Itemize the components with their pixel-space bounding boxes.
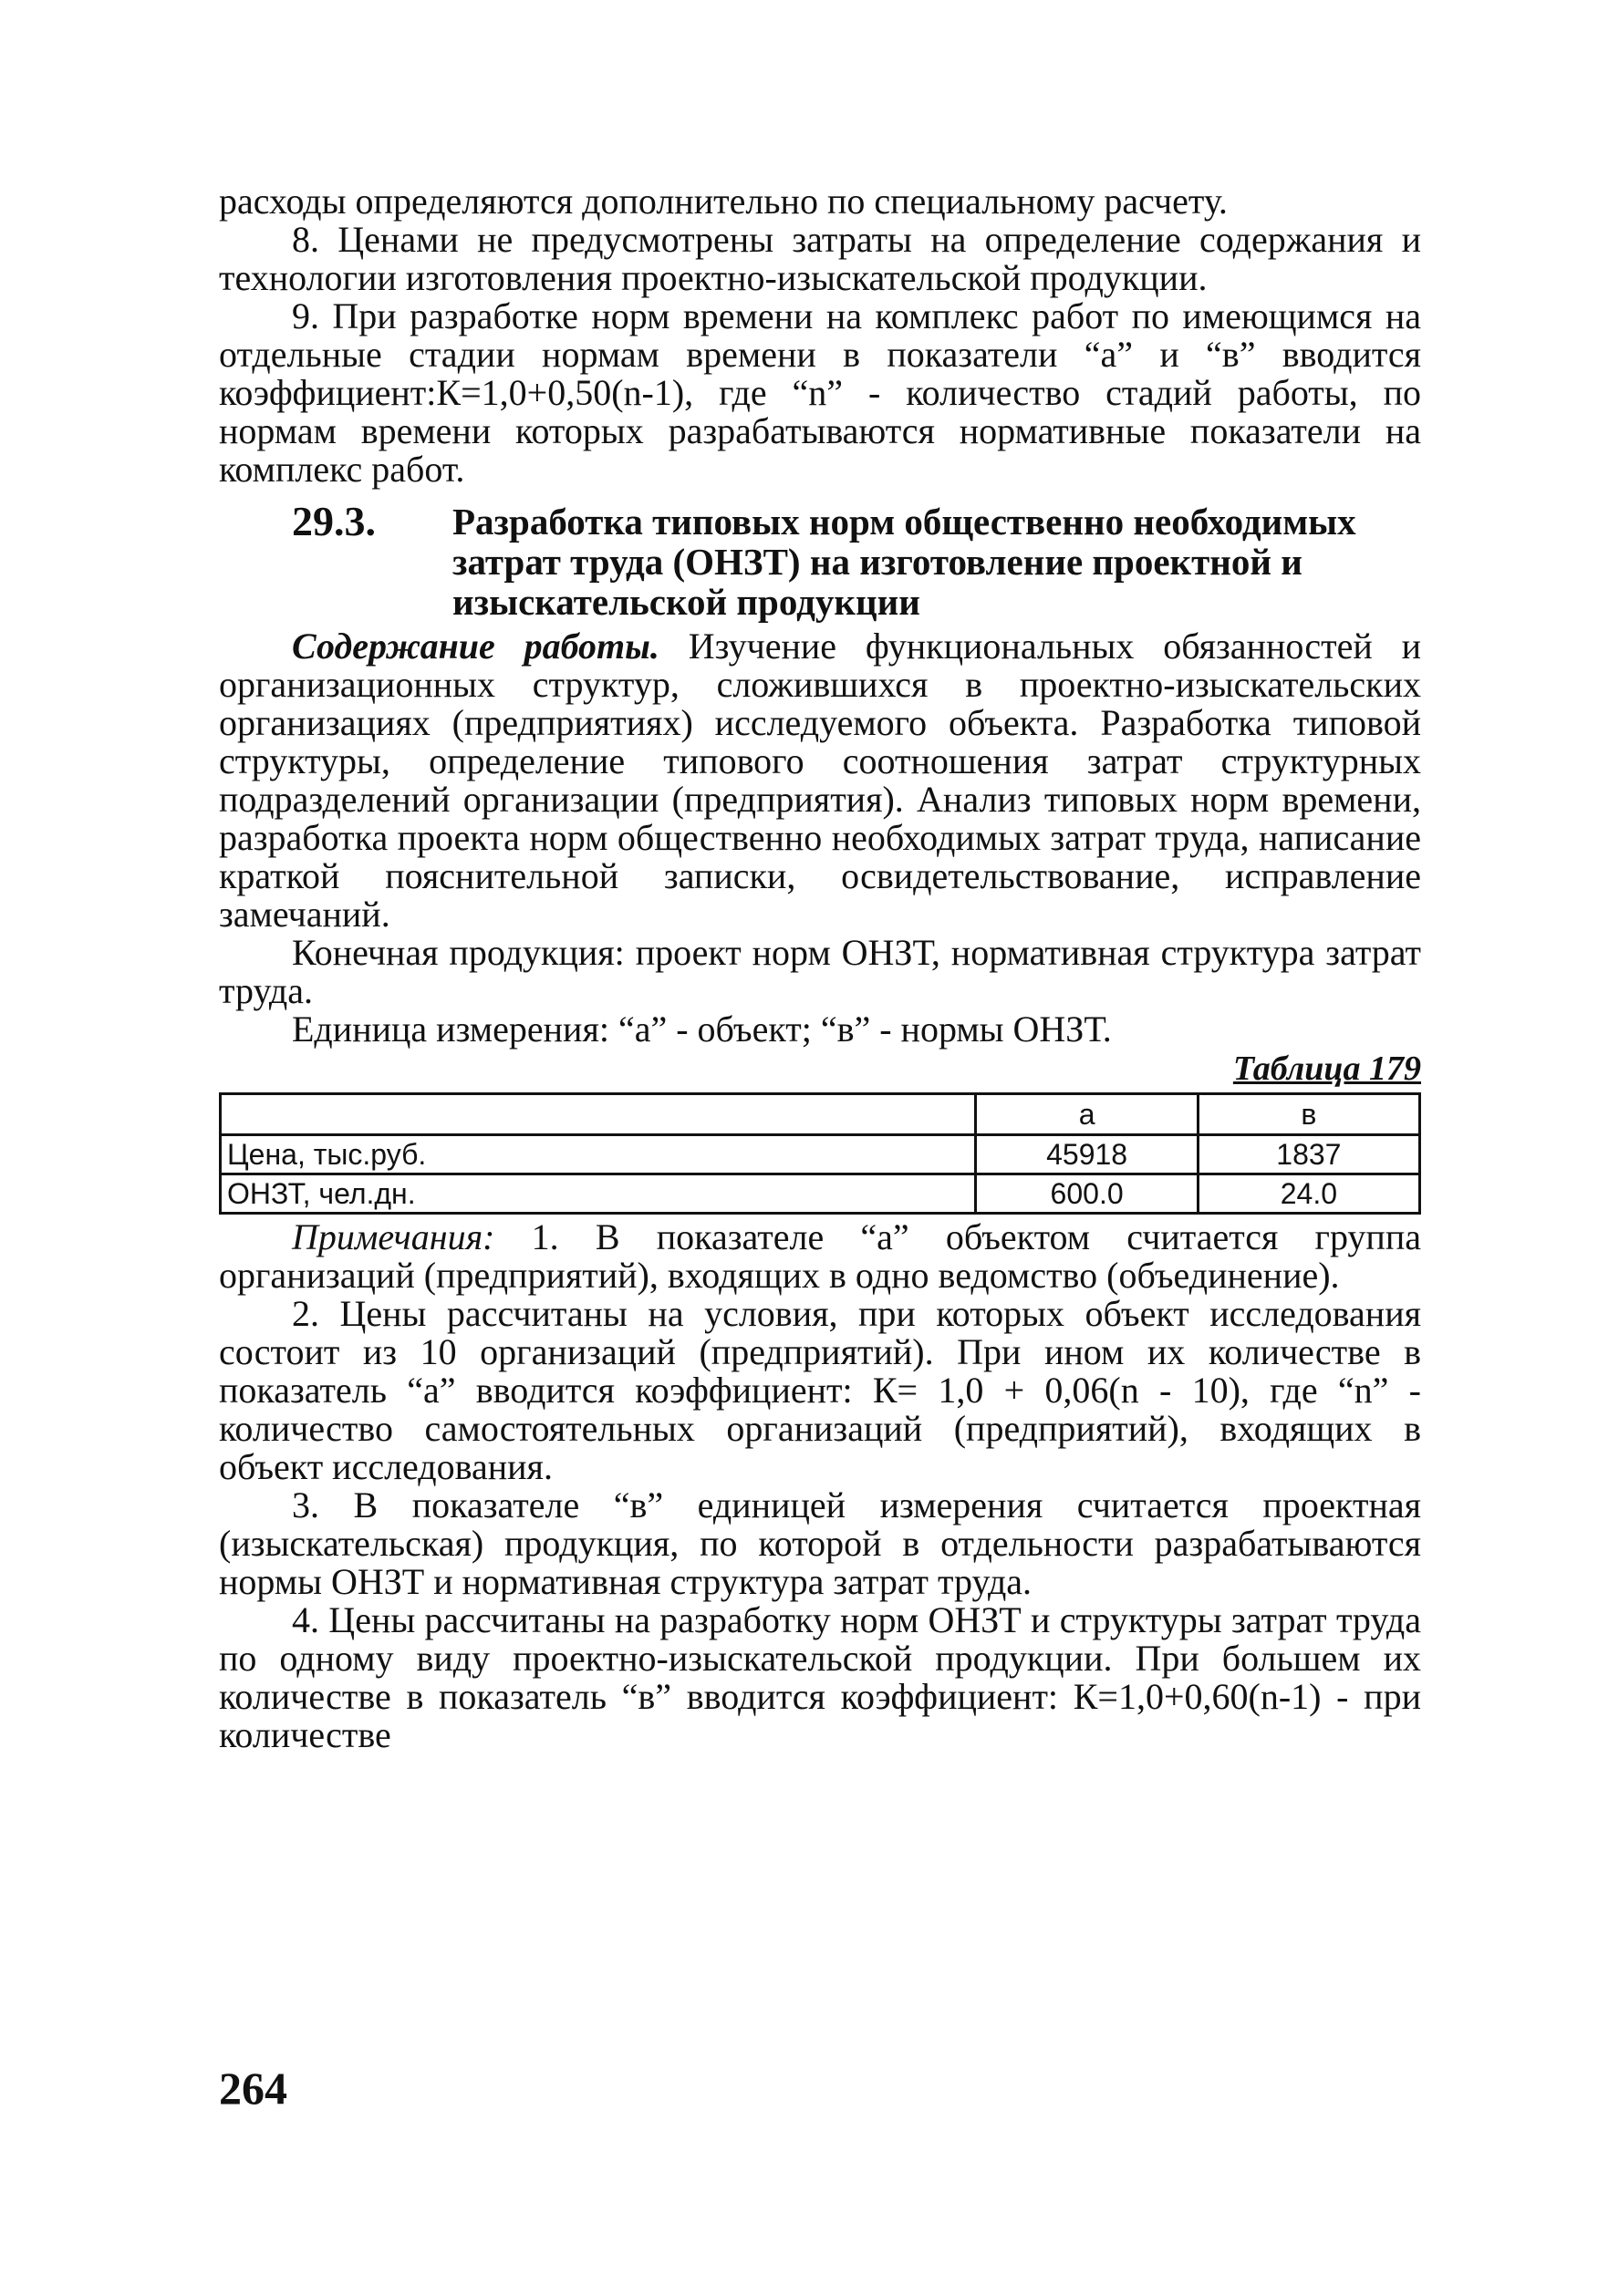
page-content bbox=[219, 182, 1421, 1754]
paragraph-continuation: расходы определяются дополнительно по специальному расчету. bbox=[219, 181, 1228, 222]
page-number: 264 bbox=[219, 2063, 287, 2114]
table-cell: 600.0 bbox=[976, 1174, 1198, 1214]
table-header-cell: в bbox=[1198, 1094, 1419, 1135]
table-cell: ОНЗТ, чел.дн. bbox=[221, 1174, 976, 1214]
work-content-text: Изучение функциональных обязанностей и организационных структур, сложившихся в проектно-изыскательских организациях (предприятиях) исследуемого объекта. Разработка типовой структуры, определение типового соотношения затрат структурных подразделений организации (предприятия). Анализ типовых норм времени, разработка проекта норм общественно необходимых затрат труда, написание краткой пояснительной записки, освидетельствование, исправление замечаний. bbox=[219, 626, 1421, 935]
table-caption: Таблица 179 bbox=[1232, 1050, 1421, 1088]
table-cell: Цена, тыс.руб. bbox=[221, 1135, 976, 1174]
price-table bbox=[219, 1092, 1421, 1215]
section-number: 29.3. bbox=[292, 498, 376, 544]
final-product-paragraph: Конечная продукция: проект норм ОНЗТ, нормативная структура затрат труда. bbox=[219, 932, 1421, 1011]
table-header-row bbox=[221, 1094, 1420, 1135]
paragraph-8: 8. Ценами не предусмотрены затраты на определение содержания и технологии изготовления проектно-изыскательской продукции. bbox=[219, 219, 1421, 298]
notes-heading: Примечания: bbox=[292, 1216, 495, 1257]
work-content-paragraph bbox=[219, 627, 1421, 934]
section-heading bbox=[219, 498, 1421, 623]
table-row bbox=[221, 1135, 1420, 1174]
section-title: Разработка типовых норм общественно необходимых затрат труда (ОНЗТ) на изготовление проектной и изыскательской продукции bbox=[452, 501, 1356, 623]
note-2: 2. Цены рассчитаны на условия, при которых объект исследования состоит из 10 организаций (предприятий). При ином их количестве в показатель “а” вводится коэффициент: К= 1,0 + 0,06(n - 10), где “n” - количество самостоятельных организаций (предприятий), входящих в объект исследования. bbox=[219, 1293, 1421, 1487]
note-1 bbox=[219, 1218, 1421, 1295]
table-header-cell bbox=[221, 1094, 976, 1135]
table-row bbox=[221, 1174, 1420, 1214]
table-cell: 45918 bbox=[976, 1135, 1198, 1174]
table-cell: 1837 bbox=[1198, 1135, 1419, 1174]
paragraph-9: 9. При разработке норм времени на комплекс работ по имеющимся на отдельные стадии нормам времени в показатели “а” и “в” вводится коэффициент:К=1,0+0,50(n-1), где “n” - количество стадий работы, по нормам времени которых разрабатываются нормативные показатели на комплекс работ. bbox=[219, 295, 1421, 490]
unit-paragraph: Единица измерения: “а” - объект; “в” - нормы ОНЗТ. bbox=[292, 1008, 1112, 1050]
note-3: 3. В показателе “в” единицей измерения считается проектная (изыскательская) продукция, по которой в отдельности разрабатываются нормы ОНЗТ и нормативная структура затрат труда. bbox=[219, 1484, 1421, 1602]
table-header-cell: а bbox=[976, 1094, 1198, 1135]
work-content-lead: Содержание работы. bbox=[292, 626, 659, 667]
table-cell: 24.0 bbox=[1198, 1174, 1419, 1214]
note-4: 4. Цены рассчитаны на разработку норм ОНЗТ и структуры затрат труда по одному виду проектно-изыскательской продукции. При большем их количестве в показатель “в” вводится коэффициент: К=1,0+0,60(n-1) - при количестве bbox=[219, 1599, 1421, 1755]
note-1-text: 1. В показателе “а” объектом считается группа организаций (предприятий), входящих в одно ведомство (объединение). bbox=[219, 1216, 1421, 1296]
